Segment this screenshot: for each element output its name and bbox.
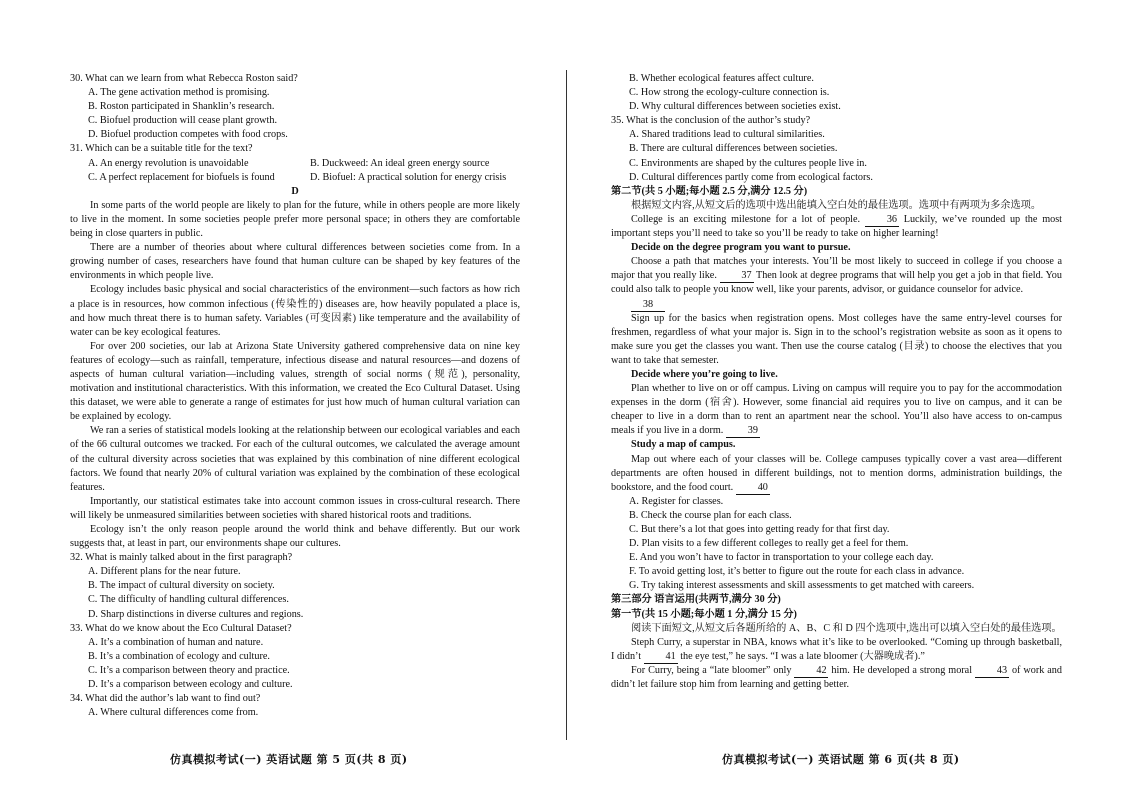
question-31-options-row-1: [70, 157, 520, 171]
question-34-option-b: B. Whether ecological features affect culture.: [629, 73, 814, 84]
question-30-option-c: C. Biofuel production will cease plant growth.: [88, 115, 277, 127]
blank-41[interactable]: 41: [644, 651, 678, 664]
cloze-paragraph-2-text-a: Choose a path that matches your interests. You’ll be most likely to succeed in college if you choose a major that you really like.: [611, 256, 1062, 282]
question-35-option-c: C. Environments are shaped by the cultures people live in.: [629, 157, 867, 169]
section-2-title: 第二节(共 5 小题;每小题 2.5 分,满分 12.5 分): [611, 185, 808, 197]
passage-d-paragraph-4: For over 200 societies, our lab at Arizona State University gathered comprehensive data on nine key features of ecology—such as rainfall, temperature, infectious disease and natural resources—and dozens of aspects of human cultural variation—including values, strength of social norms (规范), personality, motivation and institutional characteristics. With this information, we created the Eco Cultural Dataset. Using this dataset, we were able to generate a range of estimates for just how much of human cultural variation can be explained by ecology.: [70, 340, 520, 423]
question-34-option-a: A. Where cultural differences come from.: [88, 707, 259, 719]
cloze-paragraph-5: [611, 453, 1062, 495]
choice-f: F. To avoid getting lost, it’s better to figure out the route for each class in advance.: [629, 566, 965, 578]
question-35-option-b: B. There are cultural differences between societies.: [629, 143, 838, 155]
question-32-stem: 32. What is mainly talked about in the first paragraph?: [70, 552, 293, 564]
cloze-paragraph-3: Sign up for the basics when registration opens. Most colleges have the same entry-level courses for freshmen, regardless of what your major is. Sign in to the school’s registration website as soon as it opens to make sure you get the classes you want. Then use the course catalog (目录) to choose the electives that you want to take that semester.: [611, 312, 1062, 366]
question-33-option-a: A. It’s a combination of human and nature.: [88, 636, 264, 648]
curry-paragraph-1-text-b: the eye test,” he says. “I was a late bloomer (大器晚成者).”: [680, 650, 925, 662]
choice-d: D. Plan visits to a few different colleges to really get a feel for them.: [629, 538, 909, 550]
curry-paragraph-2-text-c: of work and didn’t let failure stop him from learning and getting better.: [611, 664, 1062, 691]
passage-d-paragraph-5: We ran a series of statistical models looking at the relationship between our ecological variables and each of the 66 cultural outcomes we tracked. For each of the cultural outcomes, we calculated the average amount of the cultural diversity across societies that was explained by this combination of nine different ecological factors. We found that nearly 20% of cultural variation was explained by the combination of these ecological features.: [70, 425, 520, 493]
subheading-map-of-campus: Study a map of campus.: [631, 439, 736, 451]
question-32-option-c: C. The difficulty of handling cultural differences.: [88, 594, 289, 606]
blank-37[interactable]: 37: [720, 270, 754, 283]
subheading-where-to-live: Decide where you’re going to live.: [631, 368, 778, 380]
question-34-stem: 34. What did the author’s lab want to find out?: [70, 693, 261, 705]
choice-b: B. Check the course plan for each class.: [629, 509, 792, 521]
blank-43[interactable]: 43: [975, 665, 1009, 678]
section-2-instructions: 根据短文内容,从短文后的选项中选出能填入空白处的最佳选项。选项中有两项为多余选项。: [631, 199, 1042, 211]
cloze-paragraph-1-text-a: College is an exciting milestone for a lot of people.: [631, 213, 861, 225]
cloze-paragraph-5-text: Map out where each of your classes will be. College campuses typically cover a vast area—different departments are often housed in different buildings, not to mention dorms, administration buildings, the bookstore, and the food court.: [611, 453, 1062, 493]
choice-g: G. Try taking interest assessments and skill assessments to get matched with careers.: [629, 580, 975, 592]
question-31-option-a: A. An energy revolution is unavoidable: [88, 157, 249, 169]
passage-d-paragraph-2: There are a number of theories about where cultural differences between societies come from. In a growing number of cases, researchers have found that human culture can be shaped by key features of the environments in which people live.: [70, 242, 520, 282]
column-divider: [566, 70, 567, 740]
curry-paragraph-2-text-a: For Curry, being a “late bloomer” only: [631, 664, 792, 676]
question-32-option-d: D. Sharp distinctions in diverse cultures and regions.: [88, 608, 304, 620]
question-33-option-d: D. It’s a comparison between ecology and culture.: [88, 679, 293, 691]
cloze-paragraph-1-text-b: Luckily, we’ve rounded up the most important steps you’ll need to take so you’ll be ready to take on higher learning!: [611, 213, 1063, 240]
passage-d-paragraph-6: Importantly, our statistical estimates take into account common issues in cross-cultural research. There will likely be unmeasured similarities between societies with shared historical roots and traditions.: [70, 495, 520, 521]
cloze-paragraph-2: [611, 255, 1062, 297]
question-30-option-a: A. The gene activation method is promising.: [88, 87, 270, 99]
right-column: [611, 72, 1062, 692]
question-35-option-d: D. Cultural differences partly come from ecological factors.: [629, 171, 873, 183]
part-3-title: 第三部分 语言运用(共两节,满分 30 分): [611, 594, 781, 606]
cloze-paragraph-1: [611, 213, 1062, 241]
question-30-option-b: B. Roston participated in Shanklin’s research.: [88, 101, 275, 113]
passage-d-paragraph-1: In some parts of the world people are likely to plan for the future, while in others people are more likely to live in the moment. In some societies people prefer more personal space; in others they are comfortable being in close quarters in public.: [70, 199, 520, 240]
cloze-paragraph-2-text-b: Then look at degree programs that will help you get a job in that field. You could also talk to people you know well, like your parents, advisor, or guidance counselor for advice.: [611, 270, 1062, 296]
page-footer-left: 仿真模拟考试(一) 英语试题 第 5 页(共 8 页): [170, 753, 408, 766]
cloze-paragraph-4-text: Plan whether to live on or off campus. Living on campus will require you to pay for the accommodation expenses in the dorm (宿舍). However, some financial aid requires you to live on campus, and it can be cheaper to live in a dorm than to rent an apartment near the school. You’ll also have access to on-campus meals if you live in a dorm.: [611, 383, 1062, 437]
blank-40[interactable]: 40: [736, 482, 770, 495]
section-d-heading: D: [291, 185, 299, 197]
question-34-option-c: C. How strong the ecology-culture connection is.: [629, 87, 830, 99]
blank-39[interactable]: 39: [726, 425, 760, 438]
question-31-options-row-2: [70, 171, 520, 185]
question-30-stem: 30. What can we learn from what Rebecca Roston said?: [70, 73, 298, 84]
choice-e: E. And you won’t have to factor in transportation to your college each day.: [629, 552, 934, 564]
cloze-paragraph-4: [611, 382, 1062, 438]
page-footer-right: 仿真模拟考试(一) 英语试题 第 6 页(共 8 页): [722, 753, 960, 766]
question-30-option-d: D. Biofuel production competes with food crops.: [88, 129, 288, 141]
subheading-degree-program: Decide on the degree program you want to pursue.: [631, 242, 851, 254]
left-column: [70, 72, 520, 720]
section-1-title: 第一节(共 15 小题;每小题 1 分,满分 15 分): [611, 608, 797, 620]
curry-paragraph-1-text-a: Steph Curry, a superstar in NBA, knows what it’s like to be overlooked. “Coming up through basketball, I didn’t: [611, 636, 1062, 662]
question-35-stem: 35. What is the conclusion of the author’s study?: [611, 115, 811, 127]
curry-paragraph-1: [611, 636, 1062, 664]
question-31-stem: 31. Which can be a suitable title for the text?: [70, 143, 253, 155]
blank-38-line: [611, 298, 1062, 312]
curry-paragraph-2: [611, 664, 1062, 692]
question-32-option-a: A. Different plans for the near future.: [88, 566, 241, 578]
choice-a: A. Register for classes.: [629, 495, 724, 507]
passage-d-paragraph-3: Ecology includes basic physical and social characteristics of the environment—such factors as how rich a place is in resources, how common infectious (传染性的) diseases are, how heavily populated a place is, and how much threat there is to human safety. Variables (可变因素) like temperature and the availability of water can be key ecological features.: [70, 284, 520, 338]
question-31-option-d: D. Biofuel: A practical solution for energy crisis: [310, 171, 507, 183]
question-32-option-b: B. The impact of cultural diversity on society.: [88, 580, 275, 592]
blank-42[interactable]: 42: [794, 665, 828, 678]
question-34-option-d: D. Why cultural differences between societies exist.: [629, 101, 841, 113]
blank-36[interactable]: 36: [865, 214, 899, 227]
passage-d-paragraph-7: Ecology isn’t the only reason people around the world think and behave differently. But our work suggests that, at least in part, our environments shape our cultures.: [70, 524, 520, 550]
question-33-option-b: B. It’s a combination of ecology and culture.: [88, 650, 270, 662]
curry-paragraph-2-text-b: him. He developed a strong moral: [831, 664, 973, 676]
choice-c: C. But there’s a lot that goes into getting ready for that first day.: [629, 524, 890, 535]
question-33-option-c: C. It’s a comparison between theory and practice.: [88, 664, 290, 676]
question-35-option-a: A. Shared traditions lead to cultural similarities.: [629, 129, 825, 141]
section-1-instructions: 阅读下面短文,从短文后各题所给的 A、B、C 和 D 四个选项中,选出可以填入空白处的最佳选项。: [631, 622, 1062, 634]
blank-38[interactable]: 38: [631, 299, 665, 312]
question-31-option-b: B. Duckweed: An ideal green energy source: [310, 157, 490, 169]
question-31-option-c: C. A perfect replacement for biofuels is found: [88, 171, 275, 183]
question-33-stem: 33. What do we know about the Eco Cultural Dataset?: [70, 622, 292, 634]
